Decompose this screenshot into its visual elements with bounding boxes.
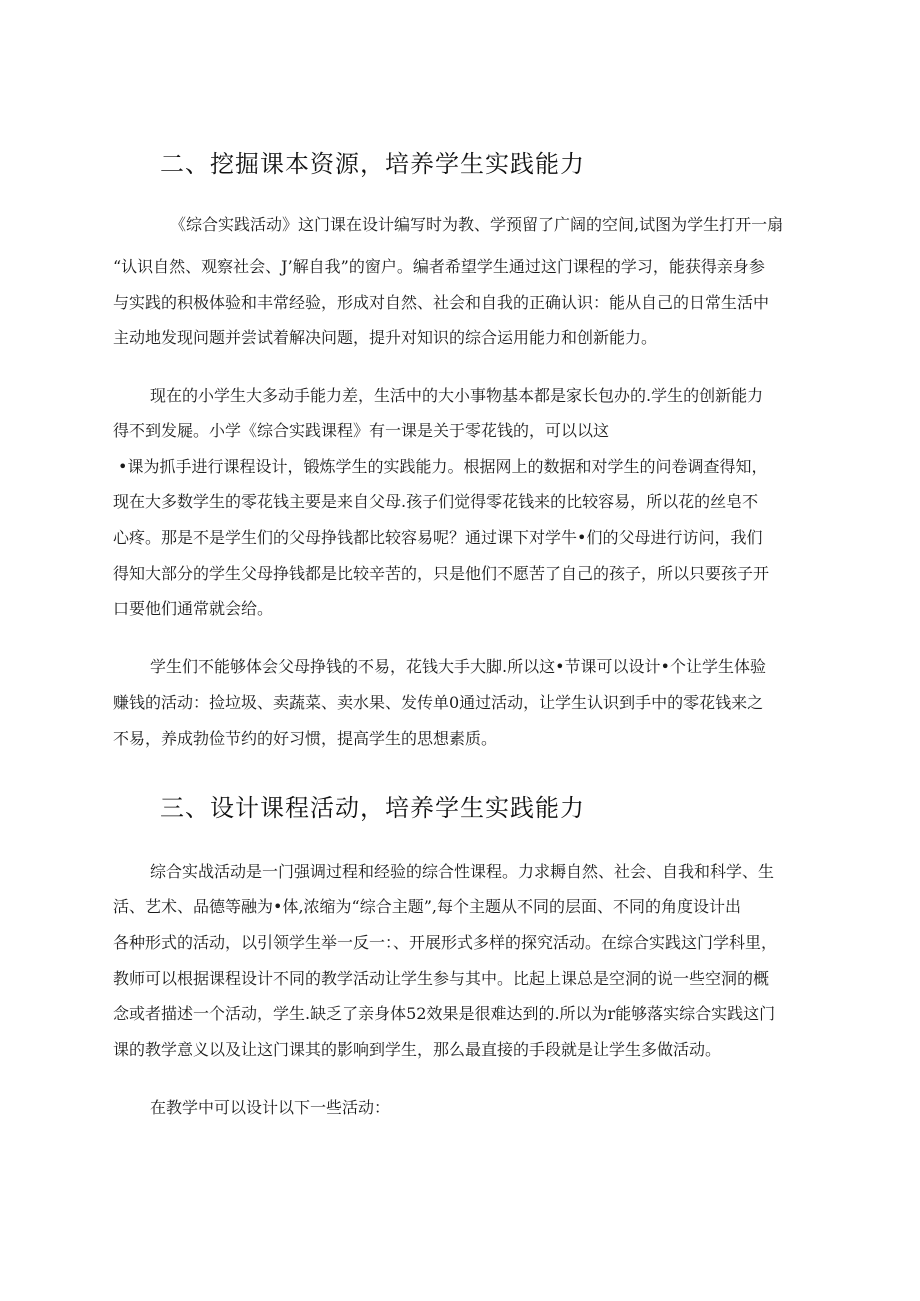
- paragraph-line: •课为抓手进行课程设计，锻炼学生的实践能力。根据网上的数据和对学生的问卷调查得知，: [118, 457, 768, 476]
- paragraph-line: 得知大部分的学生父母挣钱都是比较辛苦的，只是他们不愿苦了自己的孩子，所以只要孩子开: [113, 564, 770, 583]
- paragraph-line: 心疼。那是不是学生们的父母挣钱都比较容易呢？通过课下对学牛•们的父母进行访问，我们: [113, 528, 763, 547]
- paragraph-line: 口要他们通常就会给。: [113, 599, 274, 618]
- paragraph-line: 主动地发现问题并尝试着解决问题，提升对知识的综合运用能力和创新能力。: [113, 328, 658, 347]
- paragraph-line: 赚钱的活动：捡垃圾、卖蔬菜、卖水果、发传单0通过活动，让学生认识到手中的零花钱来之: [113, 693, 764, 712]
- section-3-heading: 三、设计课程活动，培养学生实践能力: [160, 794, 585, 822]
- paragraph-line: 活、艺术、品德等融为•体,浓缩为“综合主题”,每个主题从不同的层面、不同的角度设计出: [113, 897, 741, 916]
- paragraph-line: 课的教学意义以及让这门课其的影响到学生，那么最直接的手段就是让学生多做活动。: [113, 1040, 722, 1059]
- paragraph-line: 学生们不能够体会父母挣钱的不易，花钱大手大脚.所以这•节课可以设计•个让学生体验: [150, 657, 766, 676]
- paragraph-line: 现在大多数学生的零花钱主要是来自父母.孩子们觉得零花钱来的比较容易，所以花的丝皂不: [113, 492, 759, 511]
- paragraph-line: 综合实战活动是一门强调过程和经验的综合性课程。力求耨自然、社会、自我和科学、生: [150, 862, 775, 881]
- paragraph-line: 各种形式的活动，以引领学生举一反一：、开展形式多样的探究活动。在综合实践这门学科里，: [113, 933, 778, 952]
- section-2-heading: 二、挖掘课本资源，培养学生实践能力: [160, 150, 585, 178]
- paragraph-line: “认识自然、观察社会、J’解自我”的窗户。编者希望学生通过这门课程的学习，能获得亲身参: [113, 257, 765, 276]
- paragraph-line: 教师可以根据课程设计不同的教学活动让学生参与其中。比起上课总是空洞的说一些空洞的概: [113, 969, 770, 988]
- paragraph-line: 与实践的积极体验和丰常经验，形成对自然、社会和自我的正确认识：能从自己的日常生活中: [113, 293, 770, 312]
- paragraph-line: 得不到发屣。小学《综合实践课程》有一课是关于零花钱的，可以以这: [113, 421, 610, 440]
- paragraph-line: 现在的小学生大多动手能力差，生活中的大小事物基本都是家长包办的.学生的创新能力: [150, 386, 764, 405]
- paragraph-line: 不易，养成勃俭节约的好习惯，提高学生的思想素质。: [113, 729, 498, 748]
- paragraph-line: 《综合实践活动》这门课在设计编写时为教、学预留了广阔的空间,试图为学生打开一扇: [170, 215, 784, 234]
- paragraph-line: 在教学中可以设计以下一些活动：: [150, 1098, 391, 1117]
- paragraph-line: 念或者描述一个活动，学生.缺乏了亲身体52效果是很难达到的.所以为r能够落实综合实践这门: [113, 1004, 776, 1023]
